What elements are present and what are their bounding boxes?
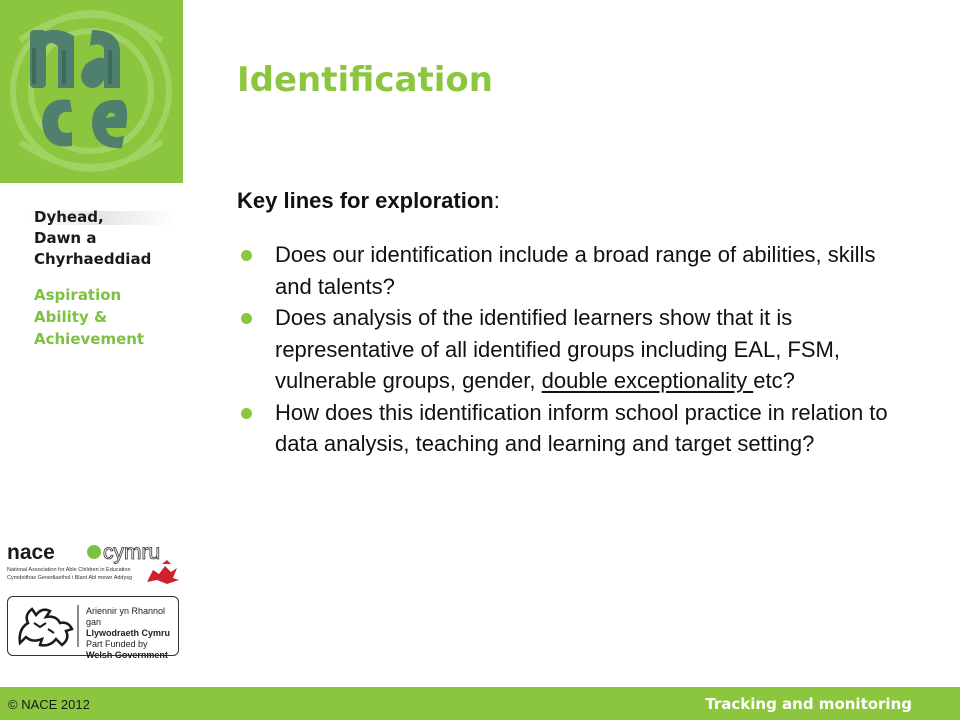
- bullet-dot-icon: [241, 408, 252, 419]
- bullet-text: Does our identification include a broad range of abilities, skills and talents?: [275, 242, 876, 299]
- slide-title: Identification: [237, 60, 493, 100]
- bullet-dot-icon: [241, 250, 252, 261]
- welsh-tagline-line: Dawn a: [34, 229, 97, 247]
- english-tagline-line: Achievement: [34, 330, 145, 348]
- bullet-text: How does this identification inform school practice in relation to data analysis, teaching and learning and target setting?: [275, 399, 888, 456]
- welsh-tagline-line: Chyrhaeddiad: [34, 250, 152, 268]
- bullet-text-post: etc?: [753, 368, 795, 393]
- subtitle-colon: :: [493, 188, 500, 213]
- bullet-dot-icon: [241, 313, 252, 324]
- nace-cymru-line1: National Association for Able Children in Education: [7, 567, 131, 573]
- dragon-emblem-icon: [12, 599, 82, 653]
- welsh-tagline: [34, 207, 184, 270]
- wg-line2: Llywodraeth Cymru: [86, 628, 171, 638]
- footer-title: Tracking and monitoring: [705, 695, 912, 713]
- slide-subtitle: [237, 188, 500, 214]
- welsh-tagline-line: Dyhead,: [34, 208, 104, 226]
- green-dot-icon: [87, 545, 101, 559]
- nace-logo-graphic: [0, 0, 183, 183]
- bullet-item: [237, 302, 917, 397]
- bullet-text-pre: Does analysis of the identified learners show that it is representative of all identified groups including EAL, FSM, vulnerable groups, gender,: [275, 305, 840, 393]
- english-tagline-line: Ability &: [34, 308, 108, 326]
- subtitle-bold: Key lines for exploration: [237, 188, 494, 213]
- bullet-list: [237, 239, 917, 460]
- nace-logo: [0, 0, 183, 183]
- bullet-text-underlined: double exceptionality: [541, 368, 754, 393]
- welsh-government-text: [86, 606, 178, 661]
- footer-bar: [0, 687, 960, 720]
- nace-cymru-logo: [7, 540, 182, 590]
- copyright-text: © NACE 2012: [8, 697, 90, 712]
- welsh-government-logo: [7, 596, 179, 660]
- bullet-item: [237, 239, 917, 302]
- wg-line1: Ariennir yn Rhannol gan: [86, 606, 166, 627]
- english-tagline: [34, 284, 184, 350]
- nace-cymru-wordmark-left: nace: [7, 541, 55, 564]
- nace-cymru-wordmark: [7, 540, 182, 590]
- bullet-item: [237, 397, 917, 460]
- wg-line3: Part Funded by: [86, 639, 148, 649]
- wg-line4: Welsh Government: [86, 650, 168, 660]
- nace-cymru-line2: Cymdeithas Genedlaethol i Blant Abl mewn Addysg: [7, 575, 133, 581]
- nace-cymru-wordmark-right: cymru: [103, 541, 161, 564]
- english-tagline-line: Aspiration: [34, 286, 122, 304]
